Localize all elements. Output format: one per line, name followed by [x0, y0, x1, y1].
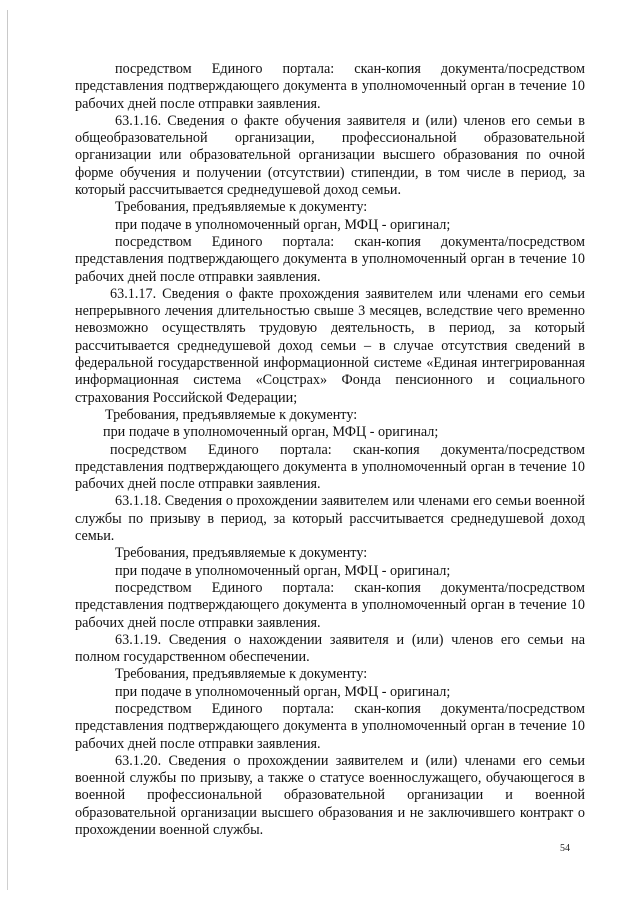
paragraph-mfc-original-2: при подаче в уполномоченный орган, МФЦ - оригинал; [103, 424, 439, 441]
binding-edge-mark [7, 10, 8, 890]
paragraph-63-1-19: 63.1.19. Сведения о нахождении заявителя и (или) членов его семьи на полном государственном обеспечении. [75, 631, 585, 666]
paragraph-63-1-18: 63.1.18. Сведения о прохождении заявителем или членами его семьи военной службы по призыву в период, за который рассчитывается среднедушевой доход семьи. [75, 493, 585, 545]
paragraph-mfc-original-3: при подаче в уполномоченный орган, МФЦ - оригинал; [115, 562, 451, 579]
paragraph-mfc-original-1: при подаче в уполномоченный орган, МФЦ - оригинал; [115, 216, 451, 233]
paragraph-requirements-heading-4: Требования, предъявляемые к документу: [115, 666, 368, 683]
document-body [75, 61, 585, 839]
paragraph-requirements-heading-1: Требования, предъявляемые к документу: [115, 199, 368, 216]
paragraph-portal-submission-4: посредством Единого портала: скан-копия документа/посредством представления подтверждающего документа в уполномоченный орган в течение 10 рабочих дней после отправки заявления. [75, 579, 585, 631]
paragraph-requirements-heading-2: Требования, предъявляемые к документу: [105, 406, 358, 423]
paragraph-63-1-20: 63.1.20. Сведения о прохождении заявителем и (или) членами его семьи военной службы по призыву, а также о статусе военнослужащего, обучающегося в военной профессиональной образовательной организации и военной образовательной организации высшего образования и не заключившего контракт о прохождении военной службы. [75, 752, 585, 839]
paragraph-portal-submission-2: посредством Единого портала: скан-копия документа/посредством представления подтверждающего документа в уполномоченный орган в течение 10 рабочих дней после отправки заявления. [75, 233, 585, 285]
paragraph-63-1-17: 63.1.17. Сведения о факте прохождения заявителем или членами его семьи непрерывного лечения длительностью свыше 3 месяцев, вследствие чего временно невозможно осуществлять трудовую деятельность, в период, за который рассчитывается среднедушевой доход семьи – в случае отсутствия сведений в федеральной государственной информационной системе «Единая интегрированная информационная система «Соцстрах» Фонда пенсионного и социального страхования Российской Федерации; [75, 285, 585, 406]
paragraph-mfc-original-4: при подаче в уполномоченный орган, МФЦ - оригинал; [115, 683, 451, 700]
paragraph-portal-submission-3: посредством Единого портала: скан-копия документа/посредством представления подтверждающего документа в уполномоченный орган в течение 10 рабочих дней после отправки заявления. [75, 441, 585, 493]
paragraph-requirements-heading-3: Требования, предъявляемые к документу: [115, 545, 368, 562]
page-number: 54 [560, 843, 570, 854]
paragraph-portal-submission-1: посредством Единого портала: скан-копия документа/посредством представления подтверждающего документа в уполномоченный орган в течение 10 рабочих дней после отправки заявления. [75, 61, 585, 112]
paragraph-portal-submission-5: посредством Единого портала: скан-копия документа/посредством представления подтверждающего документа в уполномоченный орган в течение 10 рабочих дней после отправки заявления. [75, 700, 585, 752]
paragraph-63-1-16: 63.1.16. Сведения о факте обучения заявителя и (или) членов его семьи в общеобразовательной организации, профессиональной образовательной организации или образовательной организации высшего образования по очной форме обучения и получении (отсутствии) стипендии, в том числе в период, за который рассчитывается среднедушевой доход семьи. [75, 112, 585, 199]
